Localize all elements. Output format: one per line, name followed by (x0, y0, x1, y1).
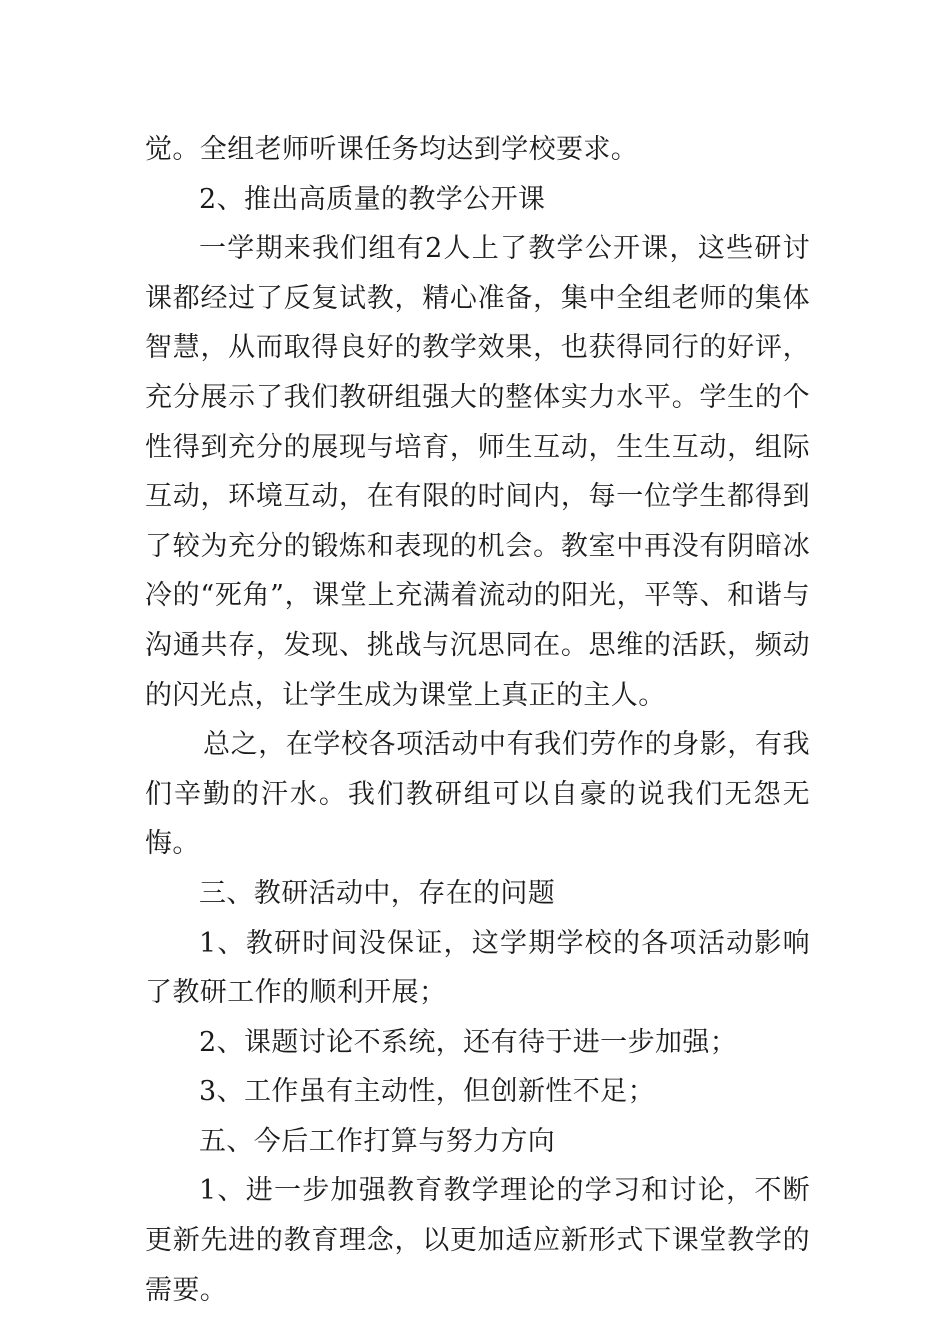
paragraph-continuation: 觉。全组老师听课任务均达到学校要求。 (145, 134, 639, 165)
heading-future-plans: 五、今后工作打算与努力方向 (199, 1125, 556, 1157)
paragraph-open-class-detail: 一学期来我们组有2人上了教学公开课，这些研讨课都经过了反复试教，精心准备，集中全组老师的集体智慧，从而取得良好的教学效果，也获得同行的好评，充分展示了我们教研组强大的整体实力水平。学生的个性得到充分的展现与培育，师生互动，生生互动，组际互动，环境互动，在有限的时间内，每一位学生都得到了较为充分的锻炼和表现的机会。教室中再没有阴暗冰冷的“死角”，课堂上充满着流动的阳光，平等、和谐与沟通共存，发现、挑战与沉思同在。思维的活跃，频动的闪光点，让学生成为课堂上真正的主人。 (145, 233, 810, 711)
subheading-open-class: 2、推出高质量的教学公开课 (199, 183, 546, 215)
problem-item-1: 1、教研时间没保证，这学期学校的各项活动影响了教研工作的顺利开展； (145, 927, 810, 1009)
paragraph-summary: 总之，在学校各项活动中有我们劳作的身影，有我们辛勤的汗水。我们教研组可以自豪的说我们无怨无悔。 (145, 729, 810, 860)
heading-problems: 三、教研活动中，存在的问题 (199, 877, 556, 909)
document-body (145, 125, 810, 1315)
plan-item-1: 1、进一步加强教育教学理论的学习和讨论，不断更新先进的教育理念，以更加适应新形式下课堂教学的需要。 (145, 1175, 810, 1306)
problem-item-2: 2、课题讨论不系统，还有待于进一步加强； (199, 1026, 738, 1058)
problem-item-3: 3、工作虽有主动性，但创新性不足； (199, 1076, 655, 1108)
